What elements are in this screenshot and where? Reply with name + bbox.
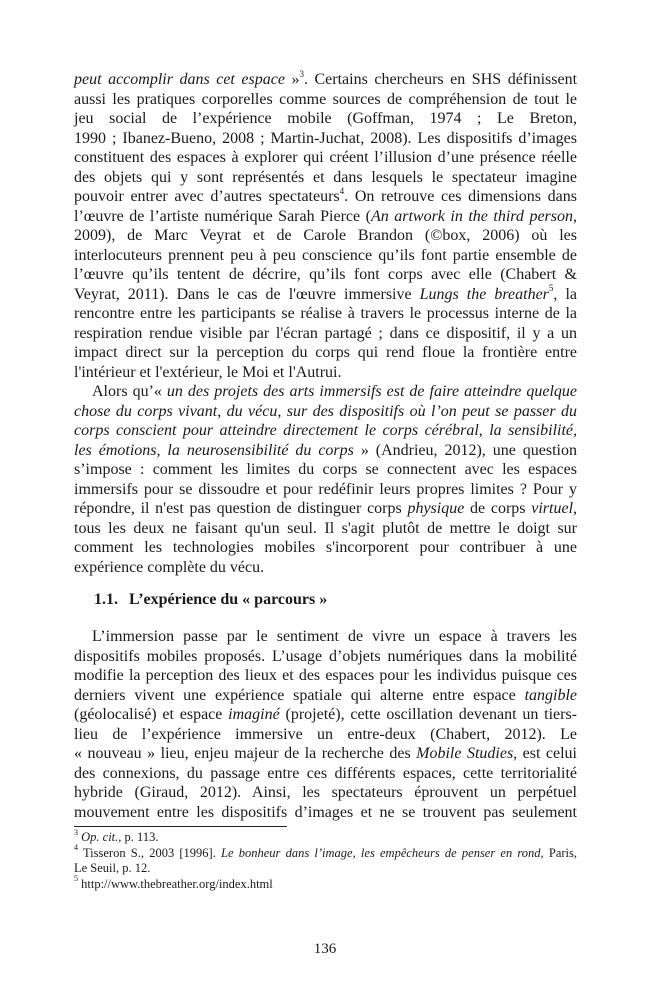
text-run: « nouveau » lieu, enjeu majeur de la recherche des xyxy=(74,745,417,762)
text-run: constituent des espaces à explorer qui créent l’illusion d’une présence réelle xyxy=(74,149,577,166)
italic-text: un des projets des arts immersifs est de faire atteindre quelque xyxy=(166,383,578,400)
text-line xyxy=(74,421,577,441)
text-line xyxy=(74,538,577,558)
section-number: 1.1. xyxy=(94,591,118,608)
text-line xyxy=(74,744,577,764)
footnote-number: 3 xyxy=(74,827,78,837)
italic-text: An artwork in the third person xyxy=(370,207,573,225)
text-line xyxy=(74,480,577,500)
text-run: des objets qui y sont représentés et dans lesquels le spectateur imagine xyxy=(74,168,577,186)
footnote-ref: 4 xyxy=(339,185,345,196)
text-run: répondre, il n'est pas question de distinguer corps xyxy=(74,500,408,517)
text-run: » (Andrieu, 2012), une question xyxy=(353,441,577,459)
text-line xyxy=(74,666,577,686)
italic-text: les émotions, la neurosensibilité du corps xyxy=(74,441,354,459)
text-run: Alors qu’« xyxy=(92,383,167,400)
text-line xyxy=(74,207,577,227)
italic-text: Le bonheur dans l’image, les empêcheurs de penser en rond, xyxy=(221,845,544,860)
text-run: pouvoir entrer avec d’autres spectateurs xyxy=(74,188,340,205)
footnote-number: 4 xyxy=(74,843,78,853)
footnote-ref: 5 xyxy=(548,283,554,294)
text-run: modifie la perception des lieux et des espaces pour les individus puisque ces xyxy=(74,667,577,684)
text-run: expérience complète du vécu. xyxy=(74,558,265,576)
text-run: de corps xyxy=(464,500,532,517)
text-run: Tisseron S., 2003 [1996]. xyxy=(82,845,222,860)
text-line xyxy=(74,363,577,383)
text-run: lieu de l’expérience immersive un entre-deux (Chabert, 2012). Le xyxy=(74,725,577,743)
paragraph-2 xyxy=(74,627,577,822)
text-run: est celui xyxy=(517,745,577,762)
text-run: hybride (Giraud, 2012). Ainsi, les spectateurs éprouvent un perpétuel xyxy=(74,784,577,801)
text-line xyxy=(74,441,577,461)
text-line xyxy=(74,265,577,285)
text-line xyxy=(74,187,577,207)
text-line xyxy=(74,803,577,823)
text-line xyxy=(74,764,577,784)
text-line xyxy=(74,285,577,305)
text-line xyxy=(74,783,577,803)
text-run: tous les deux ne faisant qu'un seul. Il s'agit plutôt de mettre le doigt sur xyxy=(74,519,577,537)
text-run: 1990 ; Ibanez-Bueno, 2008 ; Martin-Juchat, 2008). Les dispositifs d’images xyxy=(74,129,577,147)
text-line xyxy=(74,519,577,539)
text-line xyxy=(74,109,577,129)
text-run: l’œuvre qu’ils tentent de décrire, qu’ils font corps avec elle (Chabert & xyxy=(74,266,577,283)
footnote-number: 5 xyxy=(74,874,78,884)
text-run: Paris, xyxy=(543,845,578,860)
italic-text: physique xyxy=(407,500,465,517)
text-run: p. 113. xyxy=(121,830,159,844)
italic-text: virtuel xyxy=(531,500,574,517)
italic-text: chose du corps vivant, du vécu, sur des dispositifs où l’on peut se passer du xyxy=(74,402,577,420)
italic-text: imaginé xyxy=(228,706,280,723)
text-run: aussi les pratiques corporelles comme sources de compréhension de tout le xyxy=(74,90,577,108)
text-line xyxy=(74,402,577,422)
text-run: , la xyxy=(553,285,577,303)
text-line xyxy=(74,647,577,667)
section-heading xyxy=(94,590,327,610)
text-line xyxy=(74,382,577,402)
text-line xyxy=(74,324,577,344)
text-run: Veyrat, 2011). Dans le cas de l'œuvre immersive xyxy=(74,285,420,303)
text-run: immersifs pour se dissoudre et pour redéfinir leurs propres limites ? Pour y xyxy=(74,480,577,498)
text-line xyxy=(74,725,577,745)
text-run: impact direct sur la perception du corps qui rend floue la frontière entre xyxy=(74,344,577,361)
text-line xyxy=(74,705,577,725)
text-line xyxy=(74,304,577,324)
text-line xyxy=(74,246,577,266)
text-run: rencontre entre les participants se réalise à travers le processus interne de la xyxy=(74,305,577,322)
text-run: , xyxy=(573,207,577,225)
footnote xyxy=(74,843,578,862)
text-line xyxy=(74,686,577,706)
text-run: » xyxy=(284,71,300,88)
text-run: l’œuvre de l’artiste numérique Sarah Pierce ( xyxy=(74,207,371,225)
italic-text: Mobile Studies, xyxy=(416,745,518,762)
text-line xyxy=(74,129,577,149)
italic-text: corps conscient pour atteindre directement le corps cérébral, la sensibilité, xyxy=(74,422,577,439)
page-number: 136 xyxy=(313,941,337,957)
text-run: . Certains chercheurs en SHS définissent xyxy=(303,71,578,88)
text-run: interlocuteurs prennent peu à peu conscience qu’ils font partie ensemble de xyxy=(74,246,577,264)
text-run: . On retrouve ces dimensions dans xyxy=(344,188,577,205)
footnote xyxy=(74,874,577,893)
section-title: L’expérience du « parcours » xyxy=(129,591,328,608)
paragraph-1 xyxy=(74,70,577,577)
footnote xyxy=(74,827,577,846)
italic-text: Op. cit., xyxy=(81,830,122,844)
text-line xyxy=(74,168,577,188)
text-run: l'intérieur et l'extérieur, le Moi et l'Autrui. xyxy=(74,363,342,381)
italic-text: peut accomplir dans cet espace xyxy=(74,71,285,88)
text-run: s’impose : comment les limites du corps se connectent avec les espaces xyxy=(74,461,577,478)
footnotes xyxy=(74,827,578,892)
text-run: http://www.thebreather.org/index.html xyxy=(81,876,273,891)
text-run: comment les technologies mobiles s'incorporent pour contribuer à une xyxy=(74,539,577,556)
text-run: (géolocalisé) et espace xyxy=(74,706,229,723)
text-run: , xyxy=(573,500,578,517)
text-line xyxy=(74,558,577,578)
text-run: (projeté), cette oscillation devenant un tiers- xyxy=(279,706,577,723)
text-line xyxy=(74,343,577,363)
text-run: L’immersion passe par le sentiment de vivre un espace à travers les xyxy=(92,628,577,645)
text-line xyxy=(74,90,577,110)
text-line xyxy=(74,460,577,480)
text-run: derniers vivent une expérience spatiale qui alterne entre espace xyxy=(74,686,525,704)
text-line xyxy=(74,70,577,90)
text-line xyxy=(74,499,577,519)
text-run: respiration rendue visible par l'écran partagé ; dans ce dispositif, il y a un xyxy=(74,324,577,342)
text-line xyxy=(74,148,577,168)
text-run: dispositifs mobiles proposés. L’usage d’objets numériques dans la mobilité xyxy=(74,647,577,665)
footnote-continuation: Le Seuil, p. 12. xyxy=(74,861,151,875)
text-run: mouvement entre les dispositifs d’images et ne se trouvent pas seulement xyxy=(74,803,577,821)
text-line xyxy=(74,627,577,647)
text-run: des connexions, du passage entre ces différents espaces, cette territorialité xyxy=(74,764,577,782)
footnote-ref: 3 xyxy=(299,68,304,79)
text-run: 2009), de Marc Veyrat et de Carole Brandon (©box, 2006) où les xyxy=(74,227,577,244)
italic-text: tangible xyxy=(524,686,577,704)
italic-text: Lungs the breather xyxy=(419,285,549,303)
text-run: jeu social de l’expérience mobile (Goffman, 1974 ; Le Breton, xyxy=(74,110,577,127)
text-line xyxy=(74,226,577,246)
footnote-separator xyxy=(74,826,287,827)
